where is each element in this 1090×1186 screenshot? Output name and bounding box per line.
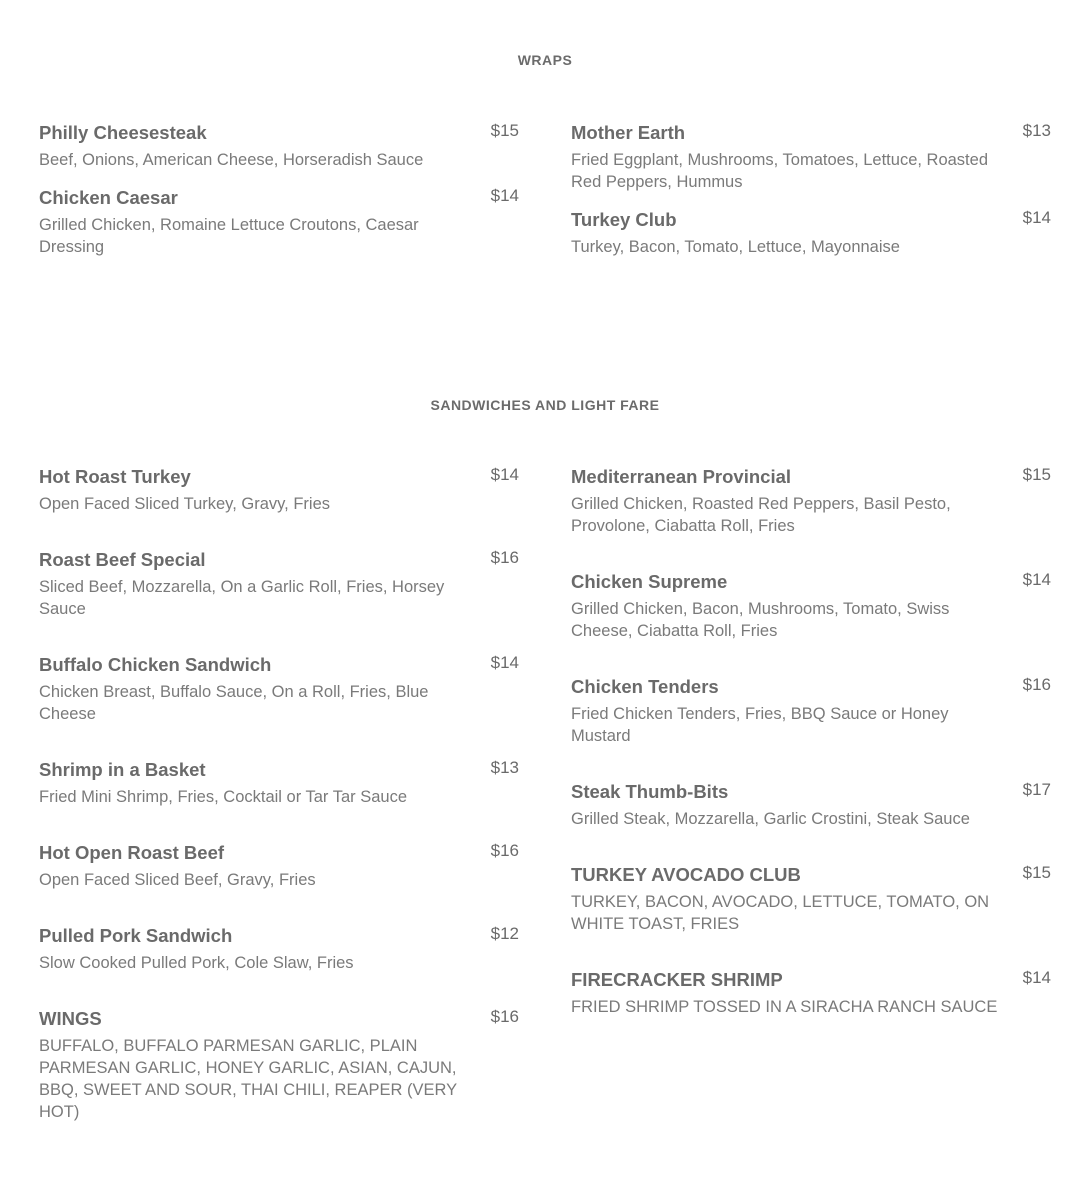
item-name: Roast Beef Special [39,549,206,570]
sandwiches-right-column [571,466,1051,1123]
item-description: Slow Cooked Pulled Pork, Cole Slaw, Fries [39,954,354,972]
item-description: Fried Eggplant, Mushrooms, Tomatoes, Lettuce, Roasted Red Peppers, Hummus [571,151,988,191]
item-price: $14 [490,653,519,672]
item-price: $15 [1022,465,1051,484]
item-name: Chicken Tenders [571,676,719,697]
item-name: Turkey Club [571,209,677,230]
sandwiches-columns [39,466,1051,1123]
menu-item [571,781,1051,830]
item-name: Chicken Caesar [39,187,178,208]
item-price: $16 [490,841,519,860]
menu-item [39,122,519,171]
item-name: Steak Thumb-Bits [571,781,729,802]
wraps-columns [39,122,1051,258]
item-name: Mother Earth [571,122,686,143]
menu-item [39,466,519,515]
menu-item [39,1008,519,1123]
menu-item [39,549,519,620]
item-description: Fried Mini Shrimp, Fries, Cocktail or Tar Tar Sauce [39,788,408,806]
menu-item [571,466,1051,537]
item-description: TURKEY, BACON, AVOCADO, LETTUCE, TOMATO, ON WHITE TOAST, FRIES [571,893,990,933]
item-price: $16 [490,548,519,567]
menu-item [571,122,1051,193]
item-name: FIRECRACKER SHRIMP [571,969,783,990]
item-description: Grilled Chicken, Romaine Lettuce Croutons, Caesar Dressing [39,216,419,256]
section-title: SANDWICHES AND LIGHT FARE [430,397,660,413]
item-name: WINGS [39,1008,102,1029]
item-name: Philly Cheesesteak [39,122,207,143]
item-price: $12 [490,924,519,943]
section-title: WRAPS [517,52,573,68]
menu-item [571,864,1051,935]
item-price: $15 [490,121,519,140]
menu-item [571,969,1051,1018]
sandwiches-left-column [39,466,519,1123]
menu-item [39,187,519,258]
item-price: $14 [1022,968,1051,987]
menu-item [39,925,519,974]
item-description: Grilled Steak, Mozzarella, Garlic Crostini, Steak Sauce [571,810,970,828]
item-price: $17 [1022,780,1051,799]
item-price: $14 [490,465,519,484]
item-name: TURKEY AVOCADO CLUB [571,864,801,885]
wraps-left-column [39,122,519,258]
item-name: Shrimp in a Basket [39,759,206,780]
item-name: Mediterranean Provincial [571,466,792,487]
item-price: $15 [1022,863,1051,882]
menu-item [571,209,1051,258]
item-name: Hot Roast Turkey [39,466,191,487]
item-name: Chicken Supreme [571,571,728,592]
item-description: Open Faced Sliced Turkey, Gravy, Fries [39,495,330,513]
item-price: $14 [490,186,519,205]
menu-item [39,759,519,808]
wraps-right-column [571,122,1051,258]
menu-item [39,842,519,891]
menu-item [571,571,1051,642]
item-price: $13 [490,758,519,777]
item-description: Sliced Beef, Mozzarella, On a Garlic Roll, Fries, Horsey Sauce [39,578,445,618]
item-description: Grilled Chicken, Roasted Red Peppers, Basil Pesto, Provolone, Ciabatta Roll, Fries [571,495,951,535]
item-description: FRIED SHRIMP TOSSED IN A SIRACHA RANCH SAUCE [571,998,998,1016]
item-price: $16 [1022,675,1051,694]
item-name: Pulled Pork Sandwich [39,925,233,946]
item-price: $14 [1022,208,1051,227]
item-price: $16 [490,1007,519,1026]
menu-item [571,676,1051,747]
item-price: $13 [1022,121,1051,140]
menu-item [39,654,519,725]
item-description: Chicken Breast, Buffalo Sauce, On a Roll, Fries, Blue Cheese [39,683,429,723]
item-price: $14 [1022,570,1051,589]
item-description: Fried Chicken Tenders, Fries, BBQ Sauce or Honey Mustard [571,705,949,745]
item-description: Open Faced Sliced Beef, Gravy, Fries [39,871,316,889]
item-description: Turkey, Bacon, Tomato, Lettuce, Mayonnaise [571,238,900,256]
wraps-section [0,52,1090,68]
item-name: Hot Open Roast Beef [39,842,225,863]
item-description: BUFFALO, BUFFALO PARMESAN GARLIC, PLAIN PARMESAN GARLIC, HONEY GARLIC, ASIAN, CAJUN, BBQ, SWEET AND SOUR, THAI CHILI, REAPER (VERY HOT) [39,1037,457,1121]
item-description: Grilled Chicken, Bacon, Mushrooms, Tomato, Swiss Cheese, Ciabatta Roll, Fries [571,600,950,640]
item-name: Buffalo Chicken Sandwich [39,654,272,675]
item-description: Beef, Onions, American Cheese, Horseradish Sauce [39,151,424,169]
sandwiches-section [0,397,1090,413]
